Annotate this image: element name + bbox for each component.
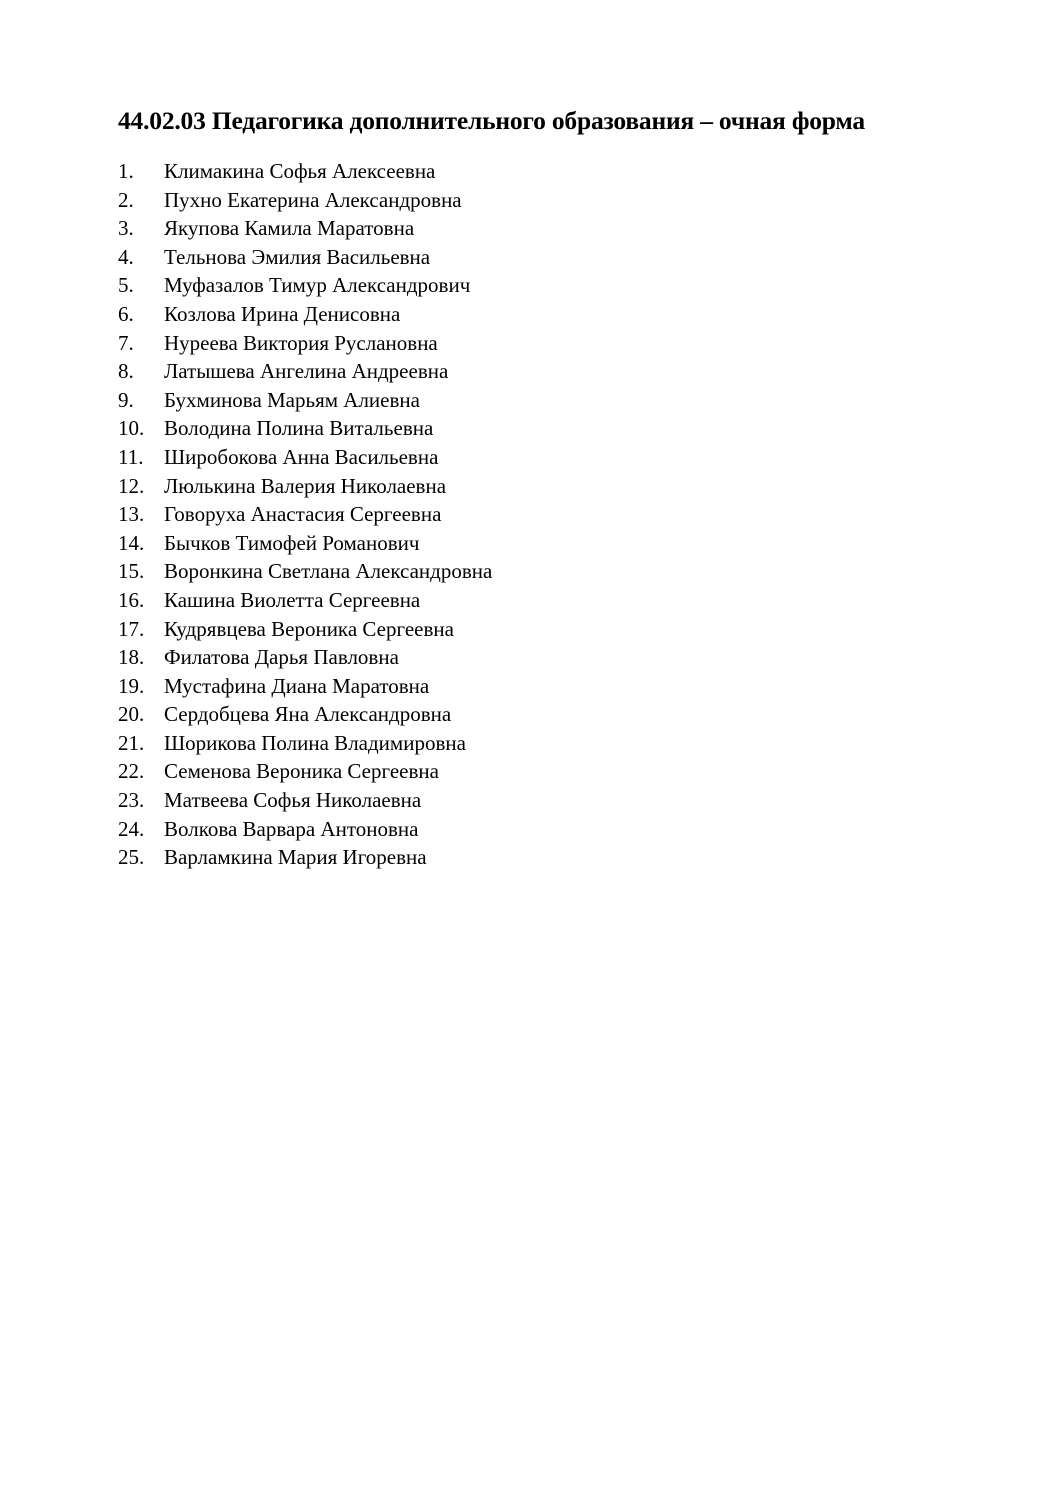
item-number: 25. [118, 845, 145, 870]
item-name: Нуреева Виктория Руслановна [164, 330, 438, 355]
item-number: 7. [118, 330, 134, 355]
item-name: Широбокова Анна Васильевна [164, 444, 439, 469]
item-number: 11. [118, 444, 144, 469]
item-name: Климакина Софья Алексеевна [164, 159, 436, 183]
item-name: Тельнова Эмилия Васильевна [164, 244, 431, 269]
item-number: 17. [118, 616, 145, 641]
page-title: 44.02.03 Педагогика дополнительного образования – очная форма [118, 106, 865, 135]
item-name: Бухминова Марьям Алиевна [164, 387, 420, 412]
item-name: Филатова Дарья Павловна [164, 645, 399, 670]
item-number: 19. [118, 673, 145, 698]
item-number: 16. [118, 587, 145, 612]
item-number: 13. [118, 502, 145, 527]
item-name: Козлова Ирина Денисовна [164, 301, 401, 326]
item-name: Володина Полина Витальевна [164, 416, 434, 441]
item-number: 6. [118, 301, 134, 326]
item-name: Матвеева Софья Николаевна [164, 788, 422, 813]
item-name: Бычков Тимофей Романович [164, 530, 420, 555]
item-number: 23. [118, 788, 145, 813]
item-name: Варламкина Мария Игоревна [164, 845, 427, 870]
item-name: Якупова Камила Маратовна [164, 216, 415, 241]
item-name: Латышева Ангелина Андреевна [164, 359, 449, 384]
item-name: Шорикова Полина Владимировна [164, 730, 466, 755]
item-name: Говоруха Анастасия Сергеевна [164, 502, 442, 527]
item-number: 22. [118, 759, 145, 784]
item-number: 2. [118, 187, 134, 212]
item-name: Люлькина Валерия Николаевна [164, 473, 447, 498]
item-name: Сердобцева Яна Александровна [164, 702, 452, 727]
item-name: Муфазалов Тимур Александрович [164, 273, 471, 298]
item-number: 21. [118, 730, 145, 755]
item-number: 24. [118, 816, 145, 841]
item-number: 1. [118, 159, 134, 183]
item-name: Кудрявцева Вероника Сергеевна [164, 616, 454, 641]
item-number: 4. [118, 244, 134, 269]
item-name: Пухно Екатерина Александровна [164, 187, 462, 212]
item-number: 15. [118, 559, 145, 584]
item-number: 10. [118, 416, 145, 441]
item-name: Мустафина Диана Маратовна [164, 673, 430, 698]
item-number: 12. [118, 473, 145, 498]
item-number: 14. [118, 530, 145, 555]
item-number: 9. [118, 387, 134, 412]
item-number: 3. [118, 216, 134, 241]
item-name: Воронкина Светлана Александровна [164, 559, 493, 584]
item-name: Кашина Виолетта Сергеевна [164, 587, 421, 612]
item-name: Семенова Вероника Сергеевна [164, 759, 439, 784]
item-number: 20. [118, 702, 145, 727]
item-number: 18. [118, 645, 145, 670]
item-number: 8. [118, 359, 134, 384]
item-name: Волкова Варвара Антоновна [164, 816, 419, 841]
item-number: 5. [118, 273, 134, 298]
